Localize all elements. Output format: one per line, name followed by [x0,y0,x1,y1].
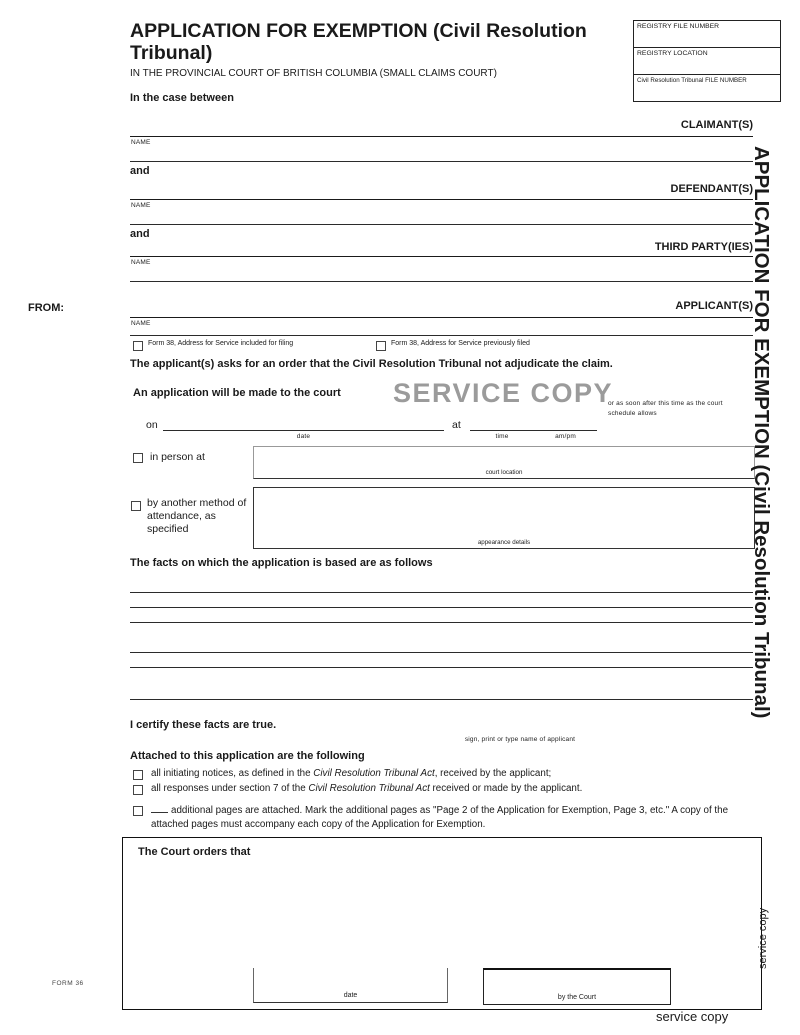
court-subtitle: IN THE PROVINCIAL COURT OF BRITISH COLUMBIA (SMALL CLAIMS COURT) [130,68,497,79]
applicant-name-rule [130,317,753,318]
defendant-name-input[interactable] [130,224,753,225]
time-input[interactable] [470,430,597,431]
initiating-notices-checkbox[interactable] [133,770,143,780]
order-request-text: The applicant(s) asks for an order that the Civil Resolution Tribunal not adjudicate the claim. [130,358,613,370]
court-location-label: court location [485,469,523,476]
act-name-italic: Civil Resolution Tribunal Act [308,783,430,794]
facts-line[interactable] [130,622,753,623]
responses-text-pre: all responses under section 7 of the [151,783,309,794]
additional-pages-item [151,803,763,832]
form38-previously-filed-checkbox[interactable] [376,341,386,351]
initiating-notices-text-pre: all initiating notices, as defined in the [151,768,314,779]
form38-included-checkbox[interactable] [133,341,143,351]
vertical-form-title: APPLICATION FOR EXEMPTION (Civil Resolution Tribunal) [750,146,773,719]
in-person-label: in person at [150,451,205,463]
facts-line[interactable] [130,607,753,608]
applicant-heading: APPLICANT(S) [675,300,753,312]
and-separator: and [130,165,150,177]
additional-pages-count-input[interactable] [151,803,168,813]
order-date-input[interactable] [253,968,448,1003]
registry-box [633,20,781,102]
from-label: FROM: [28,302,65,314]
registry-location-field[interactable] [634,48,780,75]
third-party-heading: THIRD PARTY(IES) [654,241,753,253]
appearance-details-label: appearance details [477,539,531,546]
name-label: NAME [131,202,151,209]
form-number: FORM 36 [52,980,84,987]
facts-line[interactable] [130,699,753,700]
name-label: NAME [131,320,151,327]
facts-line[interactable] [130,652,753,653]
case-between-label: In the case between [130,92,234,104]
attachments-heading: Attached to this application are the following [130,750,365,762]
crt-file-number-label: Civil Resolution Tribunal FILE NUMBER [637,77,747,84]
applicant-signature-label: sign, print or type name of applicant [464,736,576,743]
court-signature-input[interactable] [483,968,671,1005]
crt-file-number-field[interactable] [634,75,780,101]
schedule-note: or as soon after this time as the court schedule allows [608,400,723,418]
application-intro: An application will be made to the court [133,387,341,399]
name-label: NAME [131,259,151,266]
facts-line[interactable] [130,667,753,668]
date-label: date [296,433,311,440]
registry-file-number-field[interactable] [634,21,780,48]
third-party-name-input[interactable] [130,281,753,282]
vertical-service-copy: service copy [757,907,769,969]
registry-file-number-label: REGISTRY FILE NUMBER [637,23,720,30]
time-label: time [495,433,509,440]
another-method-label: by another method of attendance, as specified [147,497,247,536]
another-method-checkbox[interactable] [131,501,141,511]
by-the-court-label: by the Court [557,994,597,1001]
initiating-notices-item [151,767,763,781]
additional-pages-checkbox[interactable] [133,806,143,816]
service-copy-watermark: SERVICE COPY [393,378,614,408]
responses-item [151,782,763,796]
claimant-name-rule [130,136,753,137]
in-person-checkbox[interactable] [133,453,143,463]
defendant-heading: DEFENDANT(S) [670,183,753,195]
additional-pages-text: additional pages are attached. Mark the additional pages as "Page 2 of the Application for Exemption, Page 3, etc." A copy of the attached pages must accompany each copy of the Application for Exemption. [151,805,729,831]
applicant-name-input[interactable] [130,335,753,336]
on-label: on [146,419,158,431]
responses-text-post: received or made by the applicant. [429,783,583,794]
facts-heading: The facts on which the application is based are as follows [130,557,433,569]
responses-checkbox[interactable] [133,785,143,795]
court-orders-heading: The Court orders that [138,846,251,858]
name-label: NAME [131,139,151,146]
initiating-notices-text-post: , received by the applicant; [434,768,552,779]
form38-included-label: Form 38, Address for Service included for filing [148,340,294,347]
registry-location-label: REGISTRY LOCATION [637,50,708,57]
service-copy-footer: service copy [656,1009,729,1024]
court-location-input[interactable] [253,446,755,479]
form38-previously-filed-label: Form 38, Address for Service previously filed [391,340,530,347]
appearance-details-input[interactable] [253,487,755,549]
claimant-heading: CLAIMANT(S) [680,119,753,131]
act-name-italic: Civil Resolution Tribunal Act [313,768,435,779]
defendant-name-rule [130,199,753,200]
form-title: APPLICATION FOR EXEMPTION (Civil Resolution Tribunal) [130,20,587,64]
facts-line[interactable] [130,592,753,593]
and-separator: and [130,228,150,240]
ampm-label: am/pm [555,433,576,440]
certify-statement: I certify these facts are true. [130,719,277,731]
third-party-name-rule [130,256,753,257]
at-label: at [452,419,461,431]
order-date-label: date [343,992,358,999]
claimant-name-input[interactable] [130,161,753,162]
date-input[interactable] [163,430,444,431]
